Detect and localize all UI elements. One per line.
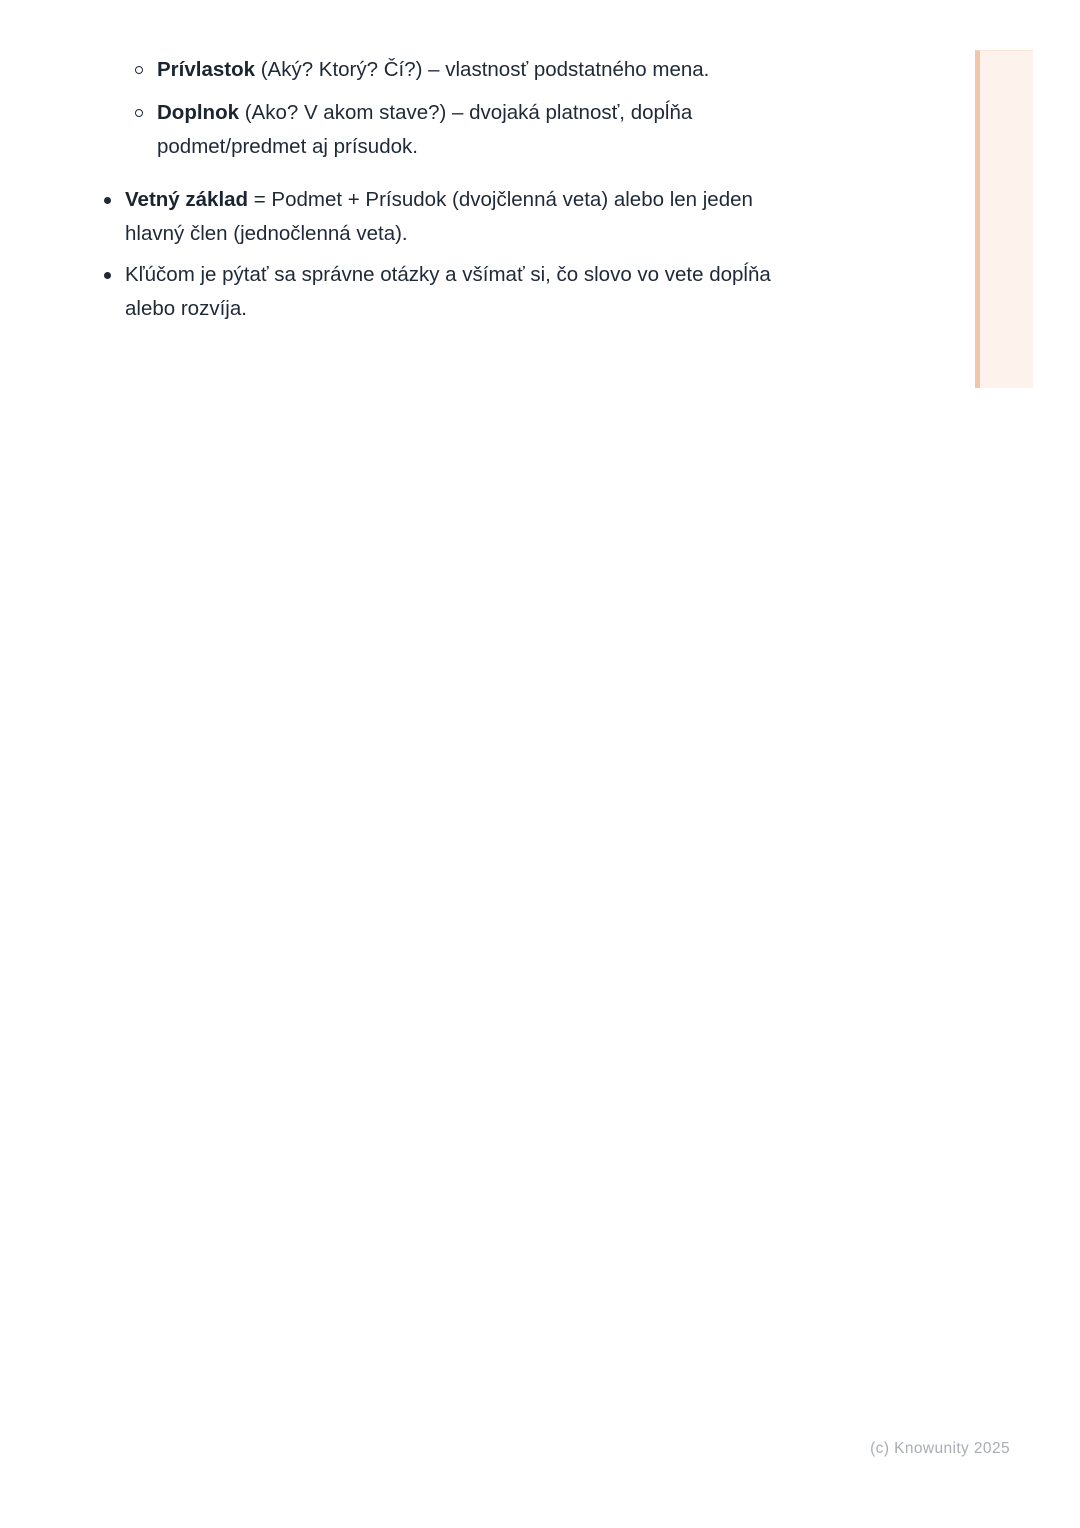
list-item: [157, 96, 797, 164]
list-item: [125, 258, 783, 326]
term-description: = Podmet + Prísudok (dvojčlenná veta) alebo len jeden hlavný člen (jednočlenná veta).: [125, 188, 753, 245]
term-bold: Prívlastok: [157, 58, 255, 81]
term-bold: Doplnok: [157, 101, 239, 124]
bullet-disc-icon: [104, 272, 111, 279]
term-bold: Vetný základ: [125, 188, 249, 211]
list-item: [125, 183, 783, 251]
list-item-text: [157, 53, 797, 87]
bullet-disc-icon: [104, 197, 111, 204]
bullet-circle-icon: [135, 109, 143, 117]
main-bullet-list: [0, 183, 1080, 326]
list-item: [157, 53, 797, 87]
sub-bullet-list: [0, 53, 1080, 164]
term-description: Kľúčom je pýtať sa správne otázky a všímať si, čo slovo vo vete dopĺňa alebo rozvíja.: [125, 263, 771, 320]
page-edge-decoration: [975, 50, 1033, 388]
copyright-footer: (c) Knowunity 2025: [870, 1440, 1010, 1457]
term-description: (Ako? V akom stave?) – dvojaká platnosť, dopĺňa podmet/predmet aj prísudok.: [157, 101, 693, 158]
list-item-text: [125, 183, 783, 251]
list-item-text: [157, 96, 797, 164]
list-item-text: [125, 258, 783, 326]
bullet-circle-icon: [135, 66, 143, 74]
term-description: (Aký? Ktorý? Čí?) – vlastnosť podstatného mena.: [255, 58, 710, 81]
notes-page-content: [0, 53, 1080, 333]
